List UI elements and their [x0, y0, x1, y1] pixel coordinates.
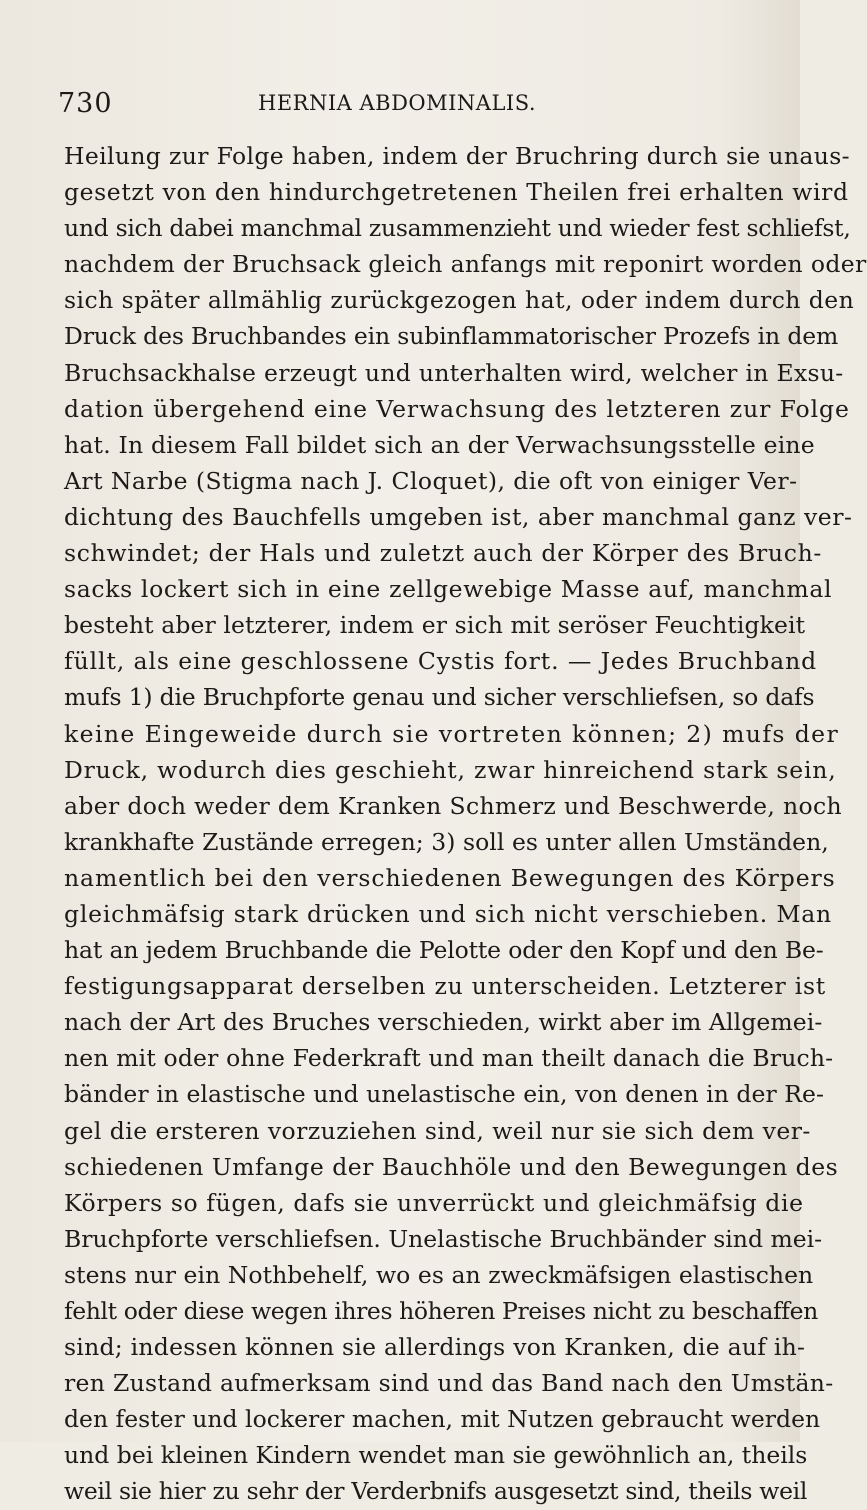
text-line: Bruchsackhalse erzeugt und unterhalten wird, welcher in Exsu- — [64, 358, 844, 387]
text-line: sacks lockert sich in eine zellgewebige Masse auf, manchmal — [64, 575, 833, 604]
text-line: ren Zustand aufmerksam sind und das Band nach den Umstän- — [64, 1369, 834, 1398]
text-line: festigungsapparat derselben zu unterscheiden. Letzterer ist — [64, 972, 826, 1001]
text-line: nach der Art des Bruches verschieden, wirkt aber im Allgemei- — [64, 1008, 823, 1037]
page-header — [58, 88, 758, 128]
text-line: krankhafte Zustände erregen; 3) soll es unter allen Umständen, — [64, 827, 829, 856]
text-line: nen mit oder ohne Federkraft und man theilt danach die Bruch- — [64, 1044, 834, 1073]
text-line: besteht aber letzterer, indem er sich mit seröser Feuchtigkeit — [64, 611, 806, 640]
text-line: weil sie hier zu sehr der Verderbnifs ausgesetzt sind, theils weil — [64, 1477, 808, 1506]
text-line: mufs 1) die Bruchpforte genau und sicher verschliefsen, so dafs — [64, 683, 815, 712]
text-line: fehlt oder diese wegen ihres höheren Preises nicht zu beschaffen — [64, 1297, 818, 1325]
text-line: den fester und lockerer machen, mit Nutzen gebraucht werden — [64, 1405, 821, 1434]
text-line: aber doch weder dem Kranken Schmerz und Beschwerde, noch — [64, 791, 843, 820]
text-line: hat an jedem Bruchbande die Pelotte oder den Kopf und den Be- — [64, 936, 824, 965]
body-text — [64, 138, 867, 1510]
text-line: stens nur ein Nothbehelf, wo es an zweckmäfsigen elastischen — [64, 1260, 814, 1289]
text-line: gleichmäfsig stark drücken und sich nicht verschieben. Man — [64, 899, 832, 928]
text-line: schwindet; der Hals und zuletzt auch der Körper des Bruch- — [64, 539, 823, 568]
text-line: keine Eingeweide durch sie vortreten können; 2) mufs der — [64, 719, 840, 748]
text-line: gel die ersteren vorzuziehen sind, weil nur sie sich dem ver- — [64, 1116, 811, 1145]
text-line: schiedenen Umfange der Bauchhöle und den Bewegungen des — [64, 1152, 839, 1181]
text-line: sich später allmählig zurückgezogen hat, oder indem durch den — [64, 286, 855, 315]
text-line: Körpers so fügen, dafs sie unverrückt und gleichmäfsig die — [64, 1188, 804, 1217]
text-line: Art Narbe (Stigma nach J. Cloquet), die oft von einiger Ver- — [64, 466, 798, 495]
text-line: dation übergehend eine Verwachsung des letzteren zur Folge — [64, 394, 850, 423]
text-line: bänder in elastische und unelastische ein, von denen in der Re- — [64, 1080, 824, 1109]
page-number: 730 — [58, 88, 113, 119]
text-line: nachdem der Bruchsack gleich anfangs mit reponirt worden oder — [64, 250, 867, 279]
text-line: dichtung des Bauchfells umgeben ist, aber manchmal ganz ver- — [64, 502, 853, 531]
text-line: gesetzt von den hindurchgetretenen Theilen frei erhalten wird — [64, 178, 849, 207]
text-line: hat. In diesem Fall bildet sich an der Verwachsungsstelle eine — [64, 430, 815, 459]
text-line: namentlich bei den verschiedenen Bewegungen des Körpers — [64, 863, 836, 892]
text-line: und sich dabei manchmal zusammenzieht und wieder fest schliefst, — [64, 214, 851, 243]
text-line: und bei kleinen Kindern wendet man sie gewöhnlich an, theils — [64, 1441, 808, 1470]
text-line: füllt, als eine geschlossene Cystis fort. — Jedes Bruchband — [64, 647, 818, 676]
running-title: HERNIA ABDOMINALIS. — [258, 91, 537, 115]
text-line: Heilung zur Folge haben, indem der Bruchring durch sie unaus- — [64, 142, 850, 170]
text-line: Druck, wodurch dies geschieht, zwar hinreichend stark sein, — [64, 755, 837, 784]
text-line: Druck des Bruchbandes ein subinflammatorischer Prozefs in dem — [64, 322, 839, 351]
text-line: sind; indessen können sie allerdings von Kranken, die auf ih- — [64, 1333, 806, 1362]
text-line: Bruchpforte verschliefsen. Unelastische Bruchbänder sind mei- — [64, 1224, 823, 1253]
